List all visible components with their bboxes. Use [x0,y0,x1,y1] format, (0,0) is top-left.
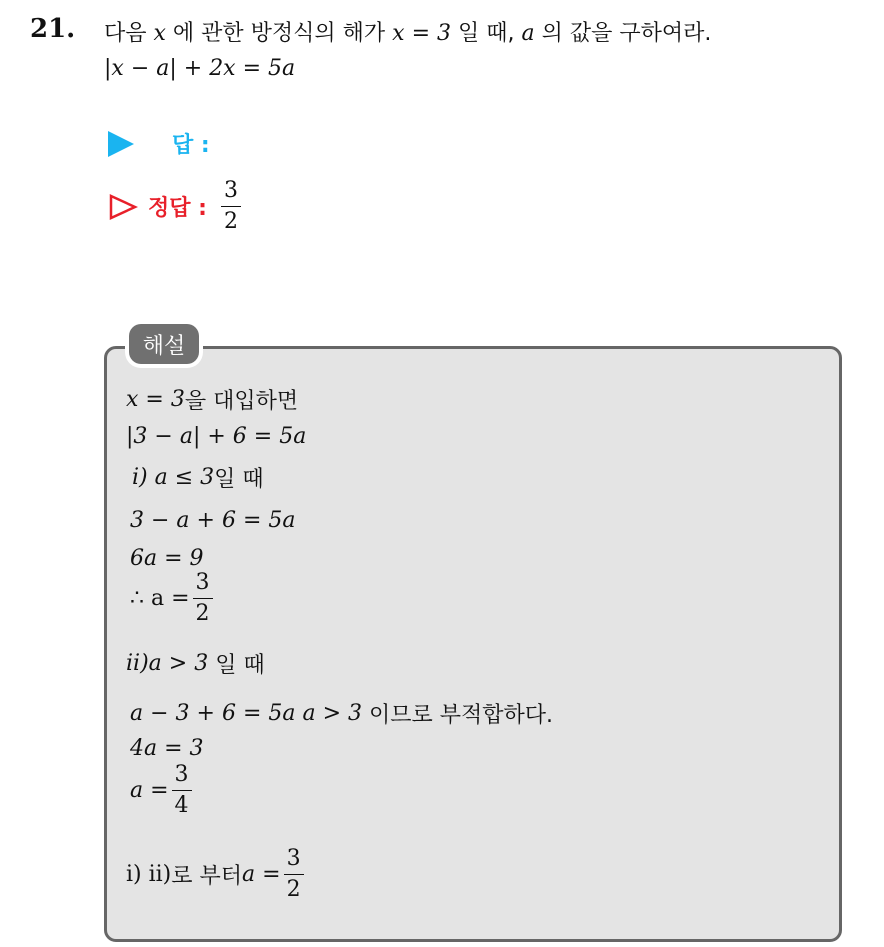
correct-answer-label: 정답 : [148,196,207,221]
question-number: 21. [30,14,76,44]
solution-line-7: ii) a > 3 일 때 [126,651,265,678]
solution-line-2: |3 − a| + 6 = 5a [126,424,307,449]
solution-line-9: 4a = 3 [130,736,204,761]
solution-line-3: i) a ≤ 3 일 때 [132,465,264,492]
solution-line-4: 3 − a + 6 = 5a [130,508,296,533]
solution-line-5: 6a = 9 [130,546,204,571]
solution-line-6: ∴ a = $\frac{3}{2}$ [130,572,216,625]
correct-answer-fraction: $\frac{3}{2}$ [221,180,241,233]
question-equation: |x − a| + 2x = 5a [104,56,296,81]
solution-line-1: x = 3 을 대입하면 [126,387,299,414]
solution-fraction-3-2: $\frac{3}{2}$ [193,572,213,625]
solution-fraction-3-4: $\frac{3}{4}$ [172,764,192,817]
solution-line-8: a − 3 + 6 = 5a a > 3 이므로 부적합하다. [130,701,554,728]
solution-tag: 해설 [129,324,199,364]
solution-fraction-final: $\frac{3}{2}$ [284,848,304,901]
answer-triangle-icon [108,131,134,157]
solution-line-10: a = $\frac{3}{4}$ [130,764,195,817]
correct-answer-row [108,180,244,233]
answer-label: 답 : [172,133,210,158]
correct-triangle-outline-icon [108,193,138,221]
answer-row [108,128,210,159]
solution-line-11: i) ii) 로 부터 a = $\frac{3}{2}$ [126,848,307,901]
question-text: 다음 x 에 관한 방정식의 해가 x = 3 일 때, a 의 값을 구하여라. [104,21,712,46]
